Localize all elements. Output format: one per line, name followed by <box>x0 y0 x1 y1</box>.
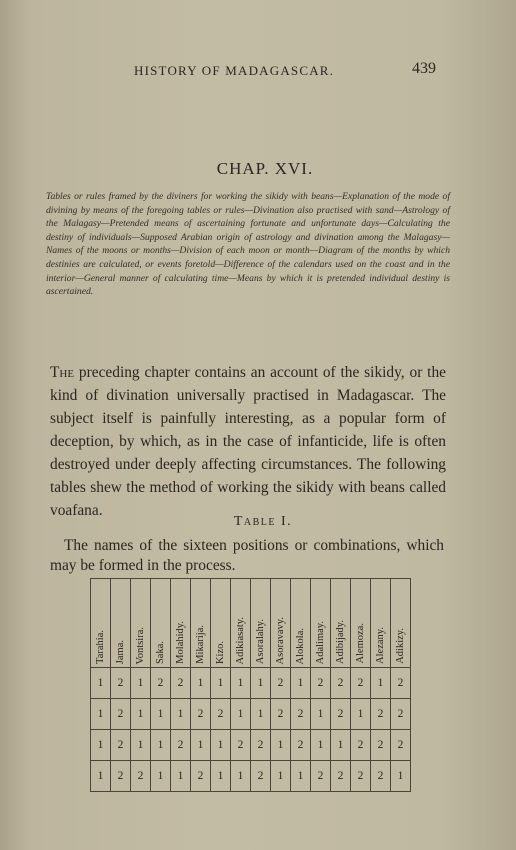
table-intro: The names of the sixteen positions or combinations, which may be formed in the process. <box>50 537 444 574</box>
table-cell: 1 <box>131 668 151 699</box>
table-header-cell <box>271 579 291 668</box>
table-cell: 2 <box>371 761 391 792</box>
table-header-cell <box>131 579 151 668</box>
table-header-cell <box>291 579 311 668</box>
table-header-cell <box>331 579 351 668</box>
table-cell: 2 <box>111 699 131 730</box>
table-cell: 1 <box>231 761 251 792</box>
table-cell: 1 <box>311 730 331 761</box>
table-cell: 1 <box>191 730 211 761</box>
table-cell: 2 <box>331 761 351 792</box>
table-cell: 1 <box>271 730 291 761</box>
table-header-label: Tarahia. <box>95 630 106 664</box>
table-cell: 2 <box>191 699 211 730</box>
running-head <box>0 60 516 82</box>
table-cell: 2 <box>131 761 151 792</box>
table-header-label: Vontsira. <box>135 626 146 664</box>
table-header-label: Adikiasaty. <box>235 616 246 664</box>
table-cell: 1 <box>271 761 291 792</box>
table-cell: 1 <box>131 699 151 730</box>
table-cell: 1 <box>211 730 231 761</box>
table-cell: 2 <box>111 730 131 761</box>
table-cell: 2 <box>191 761 211 792</box>
table-cell: 1 <box>251 668 271 699</box>
table-header-cell <box>91 579 111 668</box>
positions-table <box>90 578 411 792</box>
table-cell: 2 <box>171 730 191 761</box>
table-cell: 2 <box>111 761 131 792</box>
table-cell: 1 <box>191 668 211 699</box>
table-cell: 1 <box>231 699 251 730</box>
table-header-label: Kizo. <box>215 640 226 664</box>
table-cell: 2 <box>291 699 311 730</box>
table-cell: 1 <box>91 668 111 699</box>
table-title: Table I. <box>233 514 293 529</box>
table-cell: 2 <box>111 668 131 699</box>
table-cell: 1 <box>211 761 231 792</box>
table-header-row <box>91 579 411 668</box>
table-cell: 1 <box>211 668 231 699</box>
table-cell: 1 <box>231 668 251 699</box>
table-cell: 2 <box>211 699 231 730</box>
table-cell: 1 <box>371 668 391 699</box>
table-body <box>91 668 411 792</box>
table-cell: 2 <box>311 668 331 699</box>
table-header-label: Adalimay. <box>315 620 326 664</box>
table-header-label: Molahidy. <box>175 621 186 664</box>
table-cell: 1 <box>291 761 311 792</box>
page-number: 439 <box>412 60 436 77</box>
table-cell: 2 <box>171 668 191 699</box>
table-header-label: Asoravavy. <box>275 616 286 664</box>
table-cell: 1 <box>151 730 171 761</box>
table-cell: 2 <box>351 730 371 761</box>
table-header-cell <box>231 579 251 668</box>
chapter-heading: CHAP. XVI. <box>216 159 314 178</box>
table-row <box>91 730 411 761</box>
intro-paragraph <box>50 361 446 522</box>
table-cell: 2 <box>311 761 331 792</box>
table-cell: 1 <box>391 761 411 792</box>
table-cell: 2 <box>271 668 291 699</box>
table-cell: 1 <box>171 699 191 730</box>
table-cell: 1 <box>91 761 111 792</box>
table-cell: 2 <box>351 761 371 792</box>
table-cell: 1 <box>251 699 271 730</box>
chapter-summary-text: Tables or rules framed by the diviners for working the sikidy with beans—Explanation of the mode of divining by means of the foregoing tables or rules—Divination also practised with sand—Astrology of the Malagasy—Pretended means of ascertaining fortunate and unfortunate days—Calculating the destiny of individuals—Supposed Arabian origin of astrology and divination among the Malagasy—Names of the moons or months—Division of each moon or month—Diagram of the months by which destinies are calculated, or events foretold—Difference of the calendars used on the coast and in the interior—General manner of calculating time—Means by which it is pretended individual destiny is ascertained. <box>46 191 450 298</box>
table-header-cell <box>171 579 191 668</box>
table-cell: 1 <box>131 730 151 761</box>
table-header-label: Asoralahy. <box>255 618 266 664</box>
intro-lead-word: The <box>50 364 75 381</box>
table-header-label: Alezany. <box>375 627 386 664</box>
table-row <box>91 761 411 792</box>
table-header-label: Jama. <box>115 639 126 664</box>
table-cell: 1 <box>291 668 311 699</box>
table-header-cell <box>191 579 211 668</box>
table-header-label: Alemoza. <box>355 623 366 664</box>
table-cell: 1 <box>351 699 371 730</box>
table-header-cell <box>351 579 371 668</box>
table-cell: 2 <box>391 730 411 761</box>
table-header-cell <box>151 579 171 668</box>
intro-text: preceding chapter contains an account of the sikidy, or the kind of divination universally practised in Madagascar. The subject itself is painfully interesting, as a popular form of deception, by which, as in the case of infanticide, life is often destroyed under deeply affecting circumstances. The following tables shew the method of working the sikidy with beans called voafana. <box>50 364 446 519</box>
table-cell: 2 <box>351 668 371 699</box>
table-cell: 2 <box>331 699 351 730</box>
table-cell: 2 <box>371 730 391 761</box>
table-header-label: Adibijady. <box>335 620 346 664</box>
table-header-cell <box>391 579 411 668</box>
table-header-label: Mikarija. <box>195 625 206 664</box>
table-cell: 1 <box>91 730 111 761</box>
table-cell: 2 <box>391 699 411 730</box>
table-header-label: Saka. <box>155 640 166 664</box>
chapter-summary <box>46 190 450 299</box>
table-cell: 2 <box>271 699 291 730</box>
table-cell: 2 <box>251 730 271 761</box>
table-row <box>91 668 411 699</box>
table-row <box>91 699 411 730</box>
table-cell: 1 <box>171 761 191 792</box>
table-cell: 1 <box>311 699 331 730</box>
table-header-cell <box>211 579 231 668</box>
table-cell: 2 <box>291 730 311 761</box>
table-cell: 1 <box>331 730 351 761</box>
table-header-label: Alokola. <box>295 627 306 664</box>
table-header-cell <box>311 579 331 668</box>
table-cell: 2 <box>331 668 351 699</box>
table-cell: 2 <box>151 668 171 699</box>
running-head-title: HISTORY OF MADAGASCAR. <box>134 63 335 78</box>
table-header-cell <box>251 579 271 668</box>
table-cell: 1 <box>151 761 171 792</box>
table-cell: 2 <box>251 761 271 792</box>
table-header-cell <box>371 579 391 668</box>
table-header-cell <box>111 579 131 668</box>
table-cell: 2 <box>371 699 391 730</box>
table-cell: 2 <box>231 730 251 761</box>
table-cell: 2 <box>391 668 411 699</box>
table-cell: 1 <box>151 699 171 730</box>
table-header-label: Adikizy. <box>395 628 406 664</box>
table-cell: 1 <box>91 699 111 730</box>
